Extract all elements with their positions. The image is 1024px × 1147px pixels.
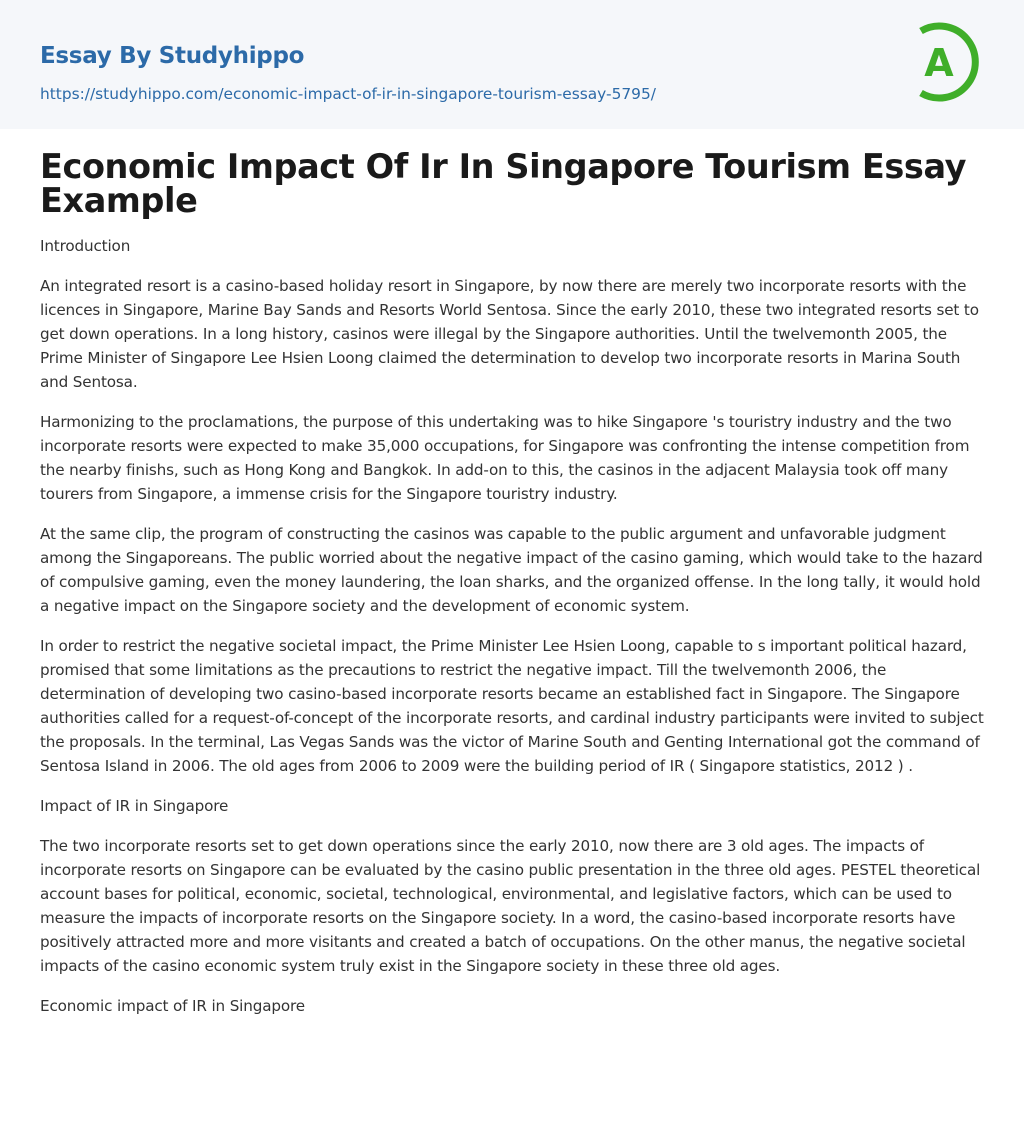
studyhippo-logo-icon[interactable] <box>904 18 990 106</box>
section-heading-impact: Impact of IR in Singapore <box>40 797 229 815</box>
article <box>40 147 986 1034</box>
section-heading-introduction: Introduction <box>40 237 131 255</box>
paragraph: In order to restrict the negative societal impact, the Prime Minister Lee Hsien Loong, capable to s important political hazard, promised that some limitations as the precautions to restrict the negative impact. Till the twelvemonth 2006, the determination of developing two casino-based incorporate resorts became an established fact in Singapore. The Singapore authorities called for a request-of-concept of the incorporate resorts, and cardinal industry participants were invited to subject the proposals. In the terminal, Las Vegas Sands was the victor of Marine South and Genting International got the command of Sentosa Island in 2006. The old ages from 2006 to 2009 were the building period of IR ( Singapore statistics, 2012 ) . <box>40 637 984 775</box>
section-heading-economic-impact: Economic impact of IR in Singapore <box>40 997 305 1015</box>
article-body <box>40 234 986 1018</box>
site-brand[interactable]: Essay By Studyhippo <box>40 43 305 69</box>
paragraph: Harmonizing to the proclamations, the purpose of this undertaking was to hike Singapore 's touristry industry and the two incorporate resorts were expected to make 35,000 occupations, for Singapore was confronting the intense competition from the nearby finishs, such as Hong Kong and Bangkok. In add-on to this, the casinos in the adjacent Malaysia took off many tourers from Singapore, a immense crisis for the Singapore touristry industry. <box>40 413 970 503</box>
logo-letter: A <box>924 41 954 85</box>
article-title: Economic Impact Of Ir In Singapore Tourism Essay Example <box>40 147 967 220</box>
paragraph: At the same clip, the program of constructing the casinos was capable to the public argument and unfavorable judgment among the Singaporeans. The public worried about the negative impact of the casino gaming, which would take to the hazard of compulsive gaming, even the money laundering, the loan sharks, and the organized offense. In the long tally, it would hold a negative impact on the Singapore society and the development of economic system. <box>40 525 983 615</box>
paragraph: An integrated resort is a casino-based holiday resort in Singapore, by now there are merely two incorporate resorts with the licences in Singapore, Marine Bay Sands and Resorts World Sentosa. Since the early 2010, these two integrated resorts set to get down operations. In a long history, casinos were illegal by the Singapore authorities. Until the twelvemonth 2005, the Prime Minister of Singapore Lee Hsien Loong claimed the determination to develop two incorporate resorts in Marina South and Sentosa. <box>40 277 979 391</box>
site-header <box>0 0 1024 129</box>
source-url-link[interactable]: https://studyhippo.com/economic-impact-of-ir-in-singapore-tourism-essay-5795/ <box>40 85 656 103</box>
paragraph: The two incorporate resorts set to get down operations since the early 2010, now there are 3 old ages. The impacts of incorporate resorts on Singapore can be evaluated by the casino public presentation in the three old ages. PESTEL theoretical account bases for political, economic, societal, technological, environmental, and legislative factors, which can be used to measure the impacts of incorporate resorts on the Singapore society. In a word, the casino-based incorporate resorts have positively attracted more and more visitants and created a batch of occupations. On the other manus, the negative societal impacts of the casino economic system truly exist in the Singapore society in these three old ages. <box>40 837 981 975</box>
